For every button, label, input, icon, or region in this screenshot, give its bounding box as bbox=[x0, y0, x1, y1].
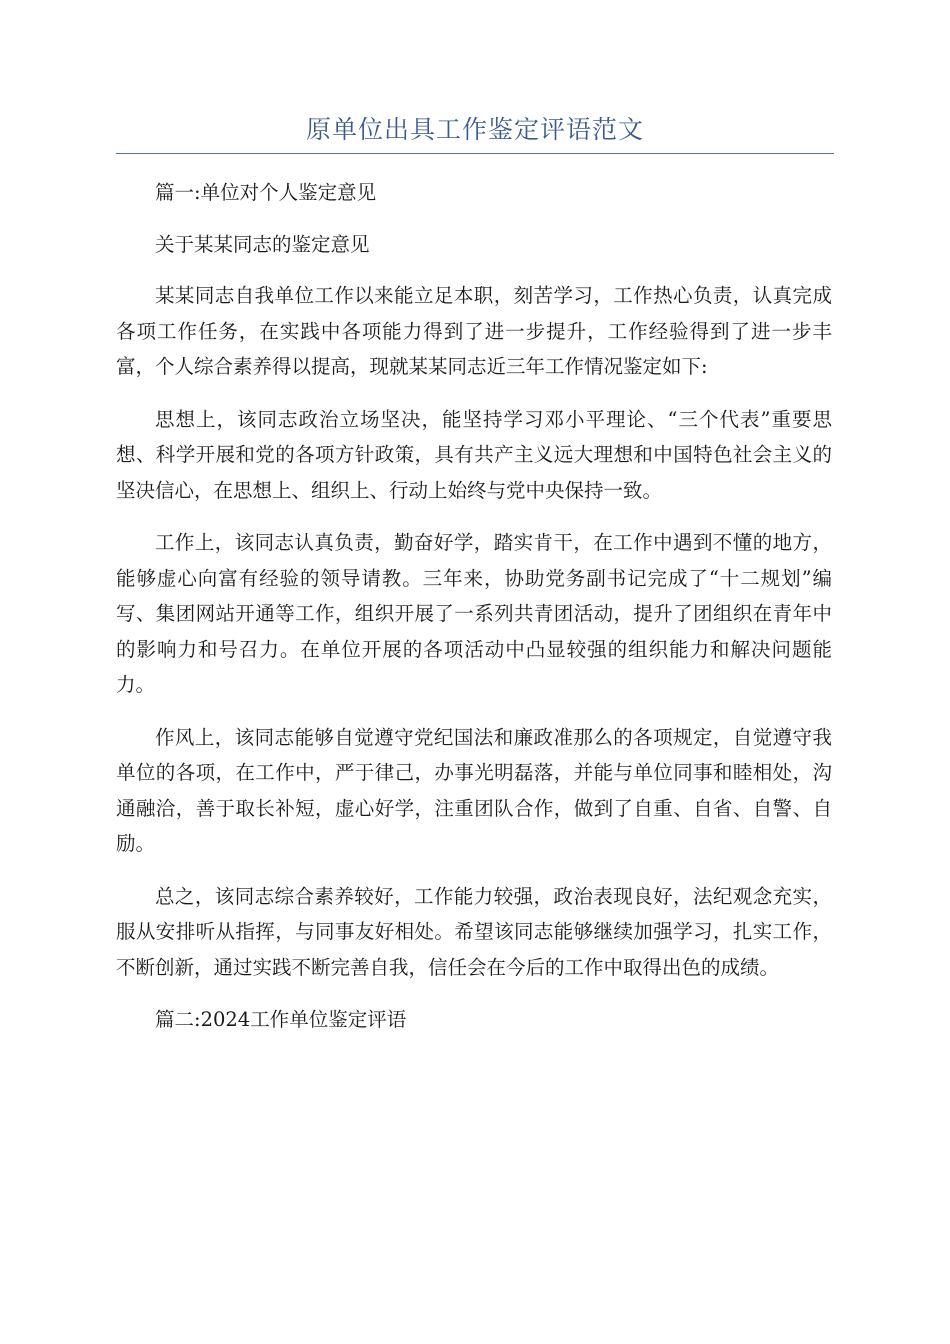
section-heading-2: 篇二:2024工作单位鉴定评语 bbox=[155, 1008, 407, 1031]
paragraph-conduct: 作风上，该同志能够自觉遵守党纪国法和廉政准那么的各项规定，自觉遵守我单位的各项，在工作中，严于律己，办事光明磊落，并能与单位同事和睦相处，沟通融洽，善于取长补短，虚心好学，注重团队合作，做到了自重、自省、自警、自励。 bbox=[116, 725, 832, 855]
paragraph-ideology: 思想上，该同志政治立场坚决，能坚持学习邓小平理论、“三个代表”重要思想、科学开展和党的各项方针政策，具有共产主义远大理想和中国特色社会主义的坚决信心，在思想上、组织上、行动上始终与党中央保持一致。 bbox=[116, 407, 832, 502]
paragraph-intro: 某某同志自我单位工作以来能立足本职，刻苦学习，工作热心负责，认真完成各项工作任务，在实践中各项能力得到了进一步提升，工作经验得到了进一步丰富，个人综合素养得以提高，现就某某同志近三年工作情况鉴定如下: bbox=[116, 284, 832, 378]
paragraph-summary: 总之，该同志综合素养较好，工作能力较强，政治表现良好，法纪观念充实，服从安排听从指挥，与同事友好相处。希望该同志能够继续加强学习，扎实工作，不断创新，通过实践不断完善自我，信任会在今后的工作中取得出色的成绩。 bbox=[116, 884, 832, 979]
section-heading-1: 篇一:单位对个人鉴定意见 bbox=[155, 181, 377, 204]
paragraph-work: 工作上，该同志认真负责，勤奋好学，踏实肯干，在工作中遇到不懂的地方，能够虚心向富有经验的领导请教。三年来，协助党务副书记完成了“十二规划”编写、集团网站开通等工作，组织开展了一系列共青团活动，提升了团组织在青年中的影响力和号召力。在单位开展的各项活动中凸显较强的组织能力和解决问题能力。 bbox=[116, 531, 832, 696]
subheading: 关于某某同志的鉴定意见 bbox=[155, 232, 370, 256]
document-body bbox=[116, 175, 832, 1054]
document-title: 原单位出具工作鉴定评语范文 bbox=[305, 115, 644, 144]
title-underline bbox=[116, 153, 834, 154]
